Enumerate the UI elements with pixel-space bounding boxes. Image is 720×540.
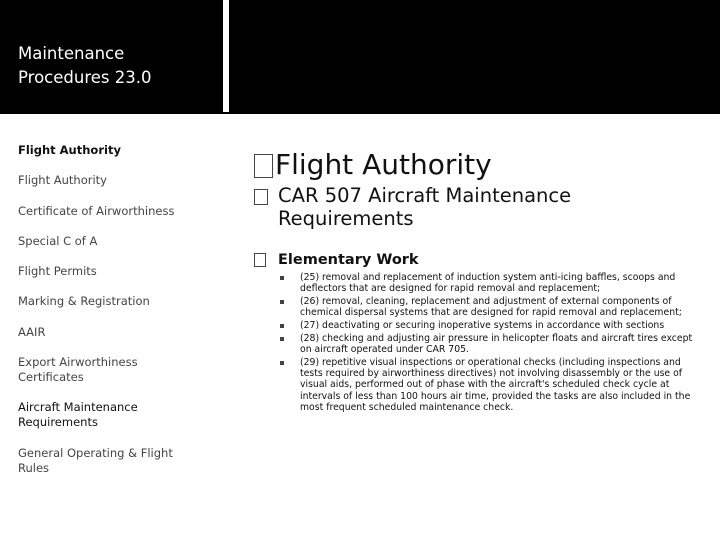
sidebar-item-label: Flight Authority (18, 173, 107, 187)
sidebar-item-label: Certificates (18, 370, 84, 384)
bullet-box-icon (254, 253, 266, 267)
sidebar-item-special-c-of-a[interactable] (18, 234, 218, 249)
bullet-square-icon (280, 300, 284, 304)
sidebar-item-label: Flight Authority (18, 143, 121, 157)
sidebar-item-aircraft-maintenance[interactable] (18, 400, 218, 430)
app-title-line2: Procedures 23.0 (18, 68, 152, 87)
sidebar-item-label: Special C of A (18, 234, 98, 248)
page-title: Flight Authority (275, 148, 492, 181)
sidebar-item-label: Rules (18, 461, 50, 475)
sidebar-item-aair[interactable] (18, 325, 218, 340)
sidebar-item-label: Export Airworthiness (18, 355, 138, 369)
content-heading (254, 148, 492, 181)
content-subheading (254, 184, 694, 230)
sidebar-item-certificate-of-airworthiness[interactable] (18, 204, 218, 219)
bullet-square-icon (280, 361, 284, 365)
list-item (280, 296, 698, 319)
list-item-text: (28) checking and adjusting air pressure in helicopter floats and aircraft tires except on aircraft operated under CAR 705. (300, 332, 693, 355)
header-banner (229, 0, 720, 112)
sidebar-item-general-operating[interactable] (18, 446, 218, 476)
list-item (280, 333, 698, 356)
list-item-text: (26) removal, cleaning, replacement and adjustment of external components of chemical dispersal systems that are designed for rapid removal and replacement; (300, 296, 682, 319)
sidebar-item-label: Certificate of Airworthiness (18, 204, 175, 218)
bullet-square-icon (280, 337, 284, 341)
subheading-text: CAR 507 Aircraft Maintenance Requirements (278, 184, 572, 230)
section-title: Elementary Work (278, 252, 419, 268)
sidebar-item-flight-permits[interactable] (18, 264, 218, 279)
elementary-work-list (280, 272, 698, 415)
section-heading (254, 252, 419, 268)
sidebar-item-label: General Operating & Flight (18, 446, 173, 460)
bullet-square-icon (280, 276, 284, 280)
bullet-square-icon (280, 324, 284, 328)
list-item (280, 357, 698, 414)
sidebar-item-label: Flight Permits (18, 264, 97, 278)
bullet-box-icon (254, 154, 273, 178)
app-title (18, 42, 218, 90)
bullet-box-icon (254, 189, 268, 205)
list-item-text: (29) repetitive visual inspections or operational checks (including inspections and tests required by airworthiness directives) not involving disassembly or the use of visual aids, performed out of phase with the aircraft's scheduled check cycle at intervals of less than 100 hours air time, provided the tasks are also included in the most frequent scheduled maintenance check. (300, 356, 691, 414)
sidebar-item-label: Aircraft Maintenance (18, 400, 138, 414)
list-item (280, 272, 698, 295)
sidebar-item-label: Requirements (18, 415, 98, 429)
sidebar-item-export-airworthiness[interactable] (18, 355, 218, 385)
list-item-text: (27) deactivating or securing inoperative systems in accordance with sections (300, 320, 665, 331)
sidebar-item-label: AAIR (18, 325, 46, 339)
sidebar-item-flight-authority[interactable] (18, 173, 218, 188)
header-divider (0, 112, 720, 114)
sidebar-item-label: Marking & Registration (18, 294, 150, 308)
list-item-text: (25) removal and replacement of induction system anti-icing baffles, scoops and deflectors that are designed for rapid removal and replacement; (300, 272, 676, 295)
app-title-line1: Maintenance (18, 44, 125, 63)
sidebar-item-marking-registration[interactable] (18, 294, 218, 309)
list-item (280, 320, 698, 331)
sidebar-item-flight-authority-header[interactable] (18, 143, 218, 158)
